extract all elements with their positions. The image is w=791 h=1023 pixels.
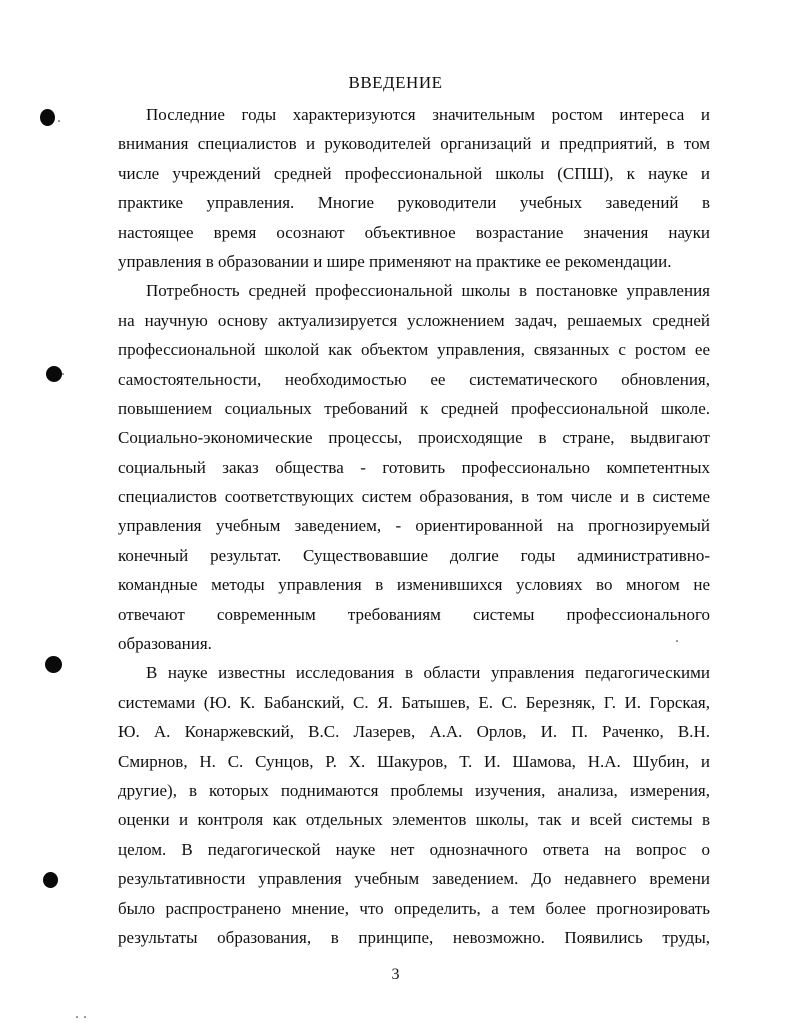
text-line: отвечают современным требованиям системы профессионального <box>118 604 710 624</box>
scan-speck <box>58 120 60 122</box>
scan-speck <box>76 1016 78 1018</box>
text-line: результативности управления учебным заведением. До недавнего времени <box>118 869 710 889</box>
scan-speck <box>62 373 64 375</box>
text-line: специалистов соответствующих систем образования, в том числе и в системе <box>118 487 710 507</box>
text-line: В науке известны исследования в области управления педагогическими <box>146 663 710 683</box>
text-line: на научную основу актуализируется усложнением задач, решаемых средней <box>118 310 710 330</box>
text-line: Смирнов, Н. С. Сунцов, Р. Х. Шакуров, Т. И. Шамова, Н.А. Шубин, и <box>118 751 710 771</box>
text-line: социальный заказ общества - готовить профессионально компетентных <box>118 457 710 477</box>
text-line: управления в образовании и шире применяют на практике ее рекомендации. <box>118 251 672 271</box>
text-line: Социально-экономические процессы, происходящие в стране, выдвигают <box>118 428 710 448</box>
text-line: оценки и контроля как отдельных элементов школы, так и всей системы в <box>118 810 710 830</box>
text-line: Потребность средней профессиональной школы в постановке управления <box>146 281 710 301</box>
hole-punch-mark <box>43 872 58 888</box>
text-line: профессиональной школой как объектом управления, связанных с ростом ее <box>118 340 710 360</box>
text-line: внимания специалистов и руководителей организаций и предприятий, в том <box>118 134 710 154</box>
text-line: повышением социальных требований к средней профессиональной школе. <box>118 398 710 418</box>
text-line: результаты образования, в принципе, невозможно. Появились труды, <box>118 927 710 947</box>
text-line: системами (Ю. К. Бабанский, С. Я. Батышев, Е. С. Березняк, Г. И. Горская, <box>118 692 710 712</box>
text-line: было распространено мнение, что определить, а тем более прогнозировать <box>118 898 710 918</box>
text-line: Ю. А. Конаржевский, В.С. Лазерев, А.А. Орлов, И. П. Раченко, В.Н. <box>118 722 710 742</box>
text-line: управления учебным заведением, - ориентированной на прогнозируемый <box>118 516 710 536</box>
body-text <box>118 100 710 952</box>
text-line: образования. <box>118 634 212 654</box>
hole-punch-mark <box>46 366 62 382</box>
hole-punch-mark <box>40 109 55 126</box>
paragraph <box>118 100 710 276</box>
text-line: настоящее время осознают объективное возрастание значения науки <box>118 222 710 242</box>
scan-speck <box>84 1016 86 1018</box>
page-title: ВВЕДЕНИЕ <box>348 73 443 92</box>
paragraph <box>118 276 710 658</box>
text-line: самостоятельности, необходимостью ее систематического обновления, <box>118 369 710 389</box>
text-line: конечный результат. Существовавшие долгие годы административно- <box>118 545 710 565</box>
text-line: другие), в которых поднимаются проблемы изучения, анализа, измерения, <box>118 780 710 800</box>
text-line: целом. В педагогической науке нет однозначного ответа на вопрос о <box>118 839 710 859</box>
text-line: командные методы управления в изменившихся условиях во многом не <box>118 575 710 595</box>
page-number: 3 <box>391 966 400 983</box>
paragraph <box>118 658 710 952</box>
text-line: Последние годы характеризуются значительным ростом интереса и <box>146 105 710 124</box>
text-line: практике управления. Многие руководители учебных заведений в <box>118 193 710 213</box>
text-line: числе учреждений средней профессиональной школы (СПШ), к науке и <box>118 163 710 183</box>
hole-punch-mark <box>45 656 62 673</box>
